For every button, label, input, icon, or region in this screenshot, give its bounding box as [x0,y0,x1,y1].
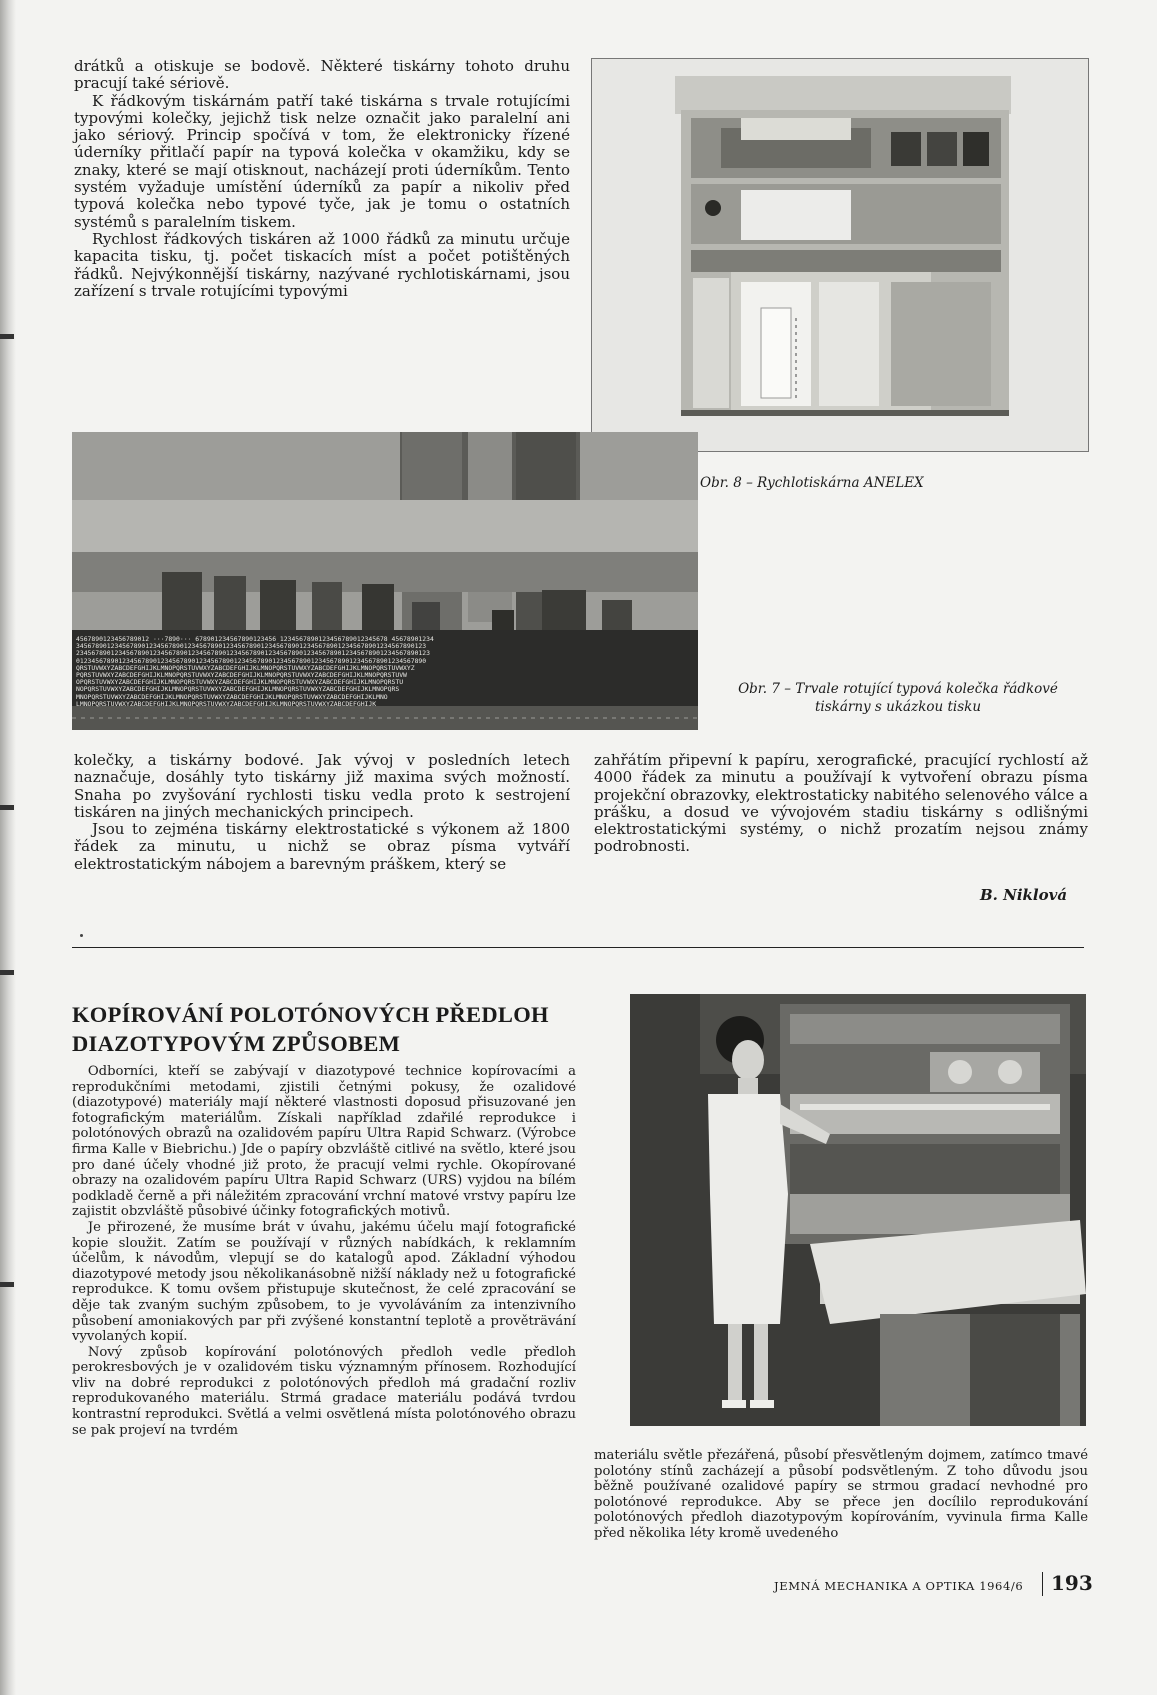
binding-mark [0,1282,14,1287]
figure-caption-line: Obr. 7 – Trvale rotující typová kolečka řádkové [738,681,1058,697]
print-sample-line: QRSTUVWXYZABCDEFGHIJKLMNOPQRSTUVWXYZABCDEFGHIJKLMNOPQRSTUVWXYZABCDEFGHIJKLMNOPQRSTUVWXYZ [76,663,415,672]
figure-caption-line: tiskárny s ukázkou tisku [814,699,982,715]
article2-title-line: KOPÍROVÁNÍ POLOTÓNOVÝCH PŘEDLOH [72,1002,549,1027]
type-wheels-photo [72,432,698,730]
paragraph: Jsou to zejména tiskárny elektrostatické s výkonem až 1800 řádek za minutu, u nichž se obraz písma vytváří elektrostatickým nábojem a barevným práškem, který se [74,820,570,873]
article1-bottom-right-column [594,752,1088,856]
paragraph: Rychlost řádkových tiskáren až 1000 řádků za minutu určuje kapacita tisku, tj. počet tiskacích míst a počet potištěných řádků. Nejvýkonnější tiskárny, nazývané rychlotiskárnami, jsou zařízení s trvale rotujícími typovými [74,229,570,300]
print-sample-line: MNOPQRSTUVWXYZABCDEFGHIJKLMNOPQRSTUVWXYZABCDEFGHIJKLMNOPQRSTUVWXYZABCDEFGHIJKLMNO [76,692,388,701]
print-sample-line: 23456789012345678901234567890123456789012345678901234567890123456789012345678901234567890123 [76,649,430,658]
paragraph: zahřátím připevní k papíru, xerografické, pracující rychlostí až 4000 řádek za minutu a používají k vytvoření obrazu písma projekční obrazovky, elektrostaticky nabitého selenového válce a prášku, a dosud ve vývojovém stadiu tiskárny s odlišnými elektrostatickými systémy, o nichž prozatím nejsou známy podrobnosti. [594,751,1088,856]
footer-divider [1042,1572,1043,1596]
print-sample-line: PQRSTUVWXYZABCDEFGHIJKLMNOPQRSTUVWXYZABCDEFGHIJKLMNOPQRSTUVWXYZABCDEFGHIJKLMNOPQRSTUVW [76,671,407,680]
print-sample-line: NOPQRSTUVWXYZABCDEFGHIJKLMNOPQRSTUVWXYZABCDEFGHIJKLMNOPQRSTUVWXYZABCDEFGHIJKLMNOPQRS [76,685,400,694]
article1-bottom-left-column [74,752,570,873]
print-sample [76,636,694,708]
print-sample-line: LMNOPQRSTUVWXYZABCDEFGHIJKLMNOPQRSTUVWXYZABCDEFGHIJKLMNOPQRSTUVWXYZABCDEFGHIJK [76,699,377,708]
diazotype-machine-photo [630,994,1086,1426]
paragraph: materiálu světle přezářená, působí přesvětleným dojmem, zatímco tmavé polotóny stínů zacházejí a působí podsvětleným. Z toho důvodu jsou běžně používané ozalidové papíry se strmou gradací nevhodné pro polotónové reprodukce. Aby se přece jen docílilo reprodukování polotónových předloh diazotypovým kopírováním, vyvinula firma Kalle před několika léty kromě uvedeného [594,1448,1088,1541]
anelex-printer-illustration [591,58,1089,452]
print-sample-line: 3456789012345678901234567890123456789012345678901234567890123456789012345678901234567890123 [76,642,427,651]
article2-left-column [72,1064,576,1438]
print-sample-line: OPQRSTUVWXYZABCDEFGHIJKLMNOPQRSTUVWXYZABCDEFGHIJKLMNOPQRSTUVWXYZABCDEFGHIJKLMNOPQRSTU [76,678,404,687]
figure-caption [708,680,1088,716]
paragraph: K řádkovým tiskárnám patří také tiskárna s trvale rotujícími typovými kolečky, jejichž tisk nelze označit jako paralelní ani jako sériový. Princip spočívá v tom, že elektronicky řízené úderníky přitlačí papír na typová kolečka v okamžiku, kdy se znaky, které se mají otisknout, nacházejí proti úderníkům. Tento systém vyžaduje umístění úderníků za papír a nikoliv před typová kolečka nebo typové tyče, jak je tomu o ostatních systémů s paralelním tiskem. [74,91,570,231]
paragraph: drátků a otiskuje se bodově. Některé tiskárny tohoto druhu pracují také sériově. [74,57,570,93]
paragraph: Nový způsob kopírování polotónových předloh vedle předloh perokresbových je v ozalidovém tisku významným přínosem. Rozhodující vliv na dobré reprodukci z polotónových předloh má gradační rozliv reprodukovaného materiálu. Strmá gradace materiálu podává tvrdou kontrastní reprodukci. Světlá a velmi osvětlená místa polotónového obrazu se pak projeví na tvrdém [72,1344,576,1438]
binding-mark [0,805,14,810]
paragraph: kolečky, a tiskárny bodové. Jak vývoj v posledních letech naznačuje, dosáhly tyto tiskárny již maxima svých možností. Snaha po zvyšování rychlosti tisku vedla proto k sestrojení tiskáren na jiných mechanických principech. [74,751,570,821]
binding-mark [0,334,14,339]
article1-top-column [74,58,570,300]
article2-right-column [594,1448,1088,1542]
print-sample-line: 0123456789012345678901234567890123456789012345678901234567890123456789012345678901234567890 [76,656,427,665]
dot-mark [80,934,83,937]
page-binding-shadow [0,0,16,1695]
binding-mark [0,970,14,975]
article2-title [72,1000,592,1058]
article2-title-line: DIAZOTYPOVÝM ZPŮSOBEM [72,1031,401,1056]
paragraph: Je přirozené, že musíme brát v úvahu, jakému účelu mají fotografické kopie sloužit. Zatím se používají v různých nabídkách, k reklamním účelům, k návodům, vlepují se do katalogů apod. Základní výhodou diazotypové metody jsou několikanásobně nižší náklady než u fotografické reprodukce. K tomu ovšem přistupuje skutečnost, že celé zpracování se děje tak zvaným suchým způsobem, to je vyvoláváním za intenzivního působení amoniakových par při zvýšené konstantní teplotě a prověträvání vyvolaných kopií. [72,1219,576,1345]
print-sample-line: 4567890123456789012 ···7890··· 678901234567890123456 1234567890123456789012345678 45678901234 [76,636,434,643]
printer-photo [591,58,1089,452]
author-signature: B. Niklová [980,886,1068,904]
paragraph: Odborníci, kteří se zabývají v diazotypové technice kopírovacími a reprodukčními metodami, zjistili četnými pokusy, že ozalidové (diazotypové) materiály mají některé vlastnosti doposud přisuzované jen fotografickým materiálům. Získali například zdařilé reprodukce i polotónových obrazů na ozalidovém papíru Ultra Rapid Schwarz. (Výrobce firma Kalle v Biebrichu.) Jde o papíry obzvláště citlivé na světlo, které jsou pro dané účely vhodné již proto, že pracují velmi rychle. Okopírované obrazy na ozalidovém papíru Ultra Rapid Schwarz (URS) vyjdou na bílém podkladě černě a při náležitém zpracování vrchní matové vrstvy papíru lze zajistit obzvláště působivé účinky fotografických motivů. [72,1064,576,1220]
figure-caption: Obr. 8 – Rychlotiskárna ANELEX [700,475,924,491]
page-number: 193 [1051,1571,1093,1595]
woman-at-copier-illustration [630,994,1086,1426]
section-divider [72,947,1084,948]
journal-footer: JEMNÁ MECHANIKA A OPTIKA 1964/6 [774,1579,1024,1593]
